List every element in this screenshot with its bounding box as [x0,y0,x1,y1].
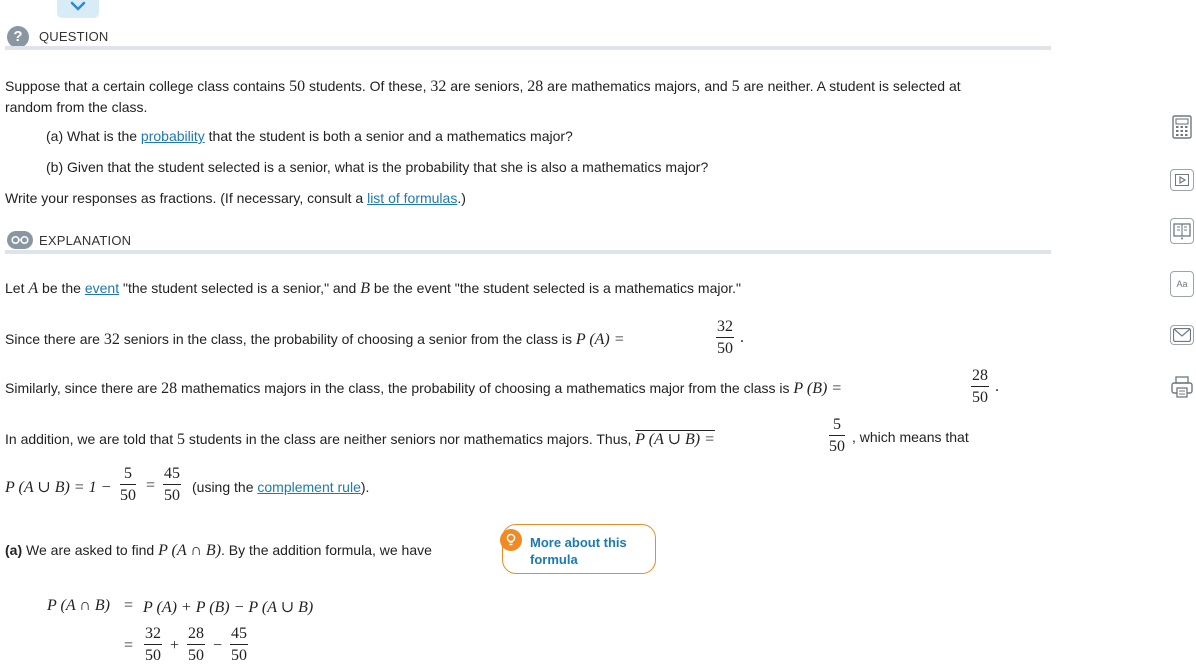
pcomp-numerator: 5 [829,416,845,436]
formula-rhs: P (A) + P (B) − P (A ∪ B) [143,599,314,616]
video-icon [1175,174,1189,186]
explanation-divider [5,250,1051,254]
pa-period: . [740,329,744,346]
line2-f1-numerator: 32 [144,625,162,645]
pcomp-denominator: 50 [829,438,845,455]
calculator-button[interactable] [1170,115,1194,139]
line2-plus: + [170,637,180,654]
line2-fraction-3 [230,625,248,665]
let-definition: Let A be the event "the student selected is a senior," and B be the event "the student selected is a mathematics major." [5,280,741,297]
punion-fraction-1 [120,465,136,505]
punion-f2-denominator: 50 [164,487,180,504]
pb-numerator: 28 [971,367,989,387]
pcomp-fraction [829,416,845,456]
video-button[interactable] [1170,169,1194,191]
punion-f1-denominator: 50 [120,487,136,504]
line2-fraction-1 [144,625,162,665]
textbook-button[interactable] [1170,218,1194,244]
email-button[interactable] [1170,325,1194,345]
similarly-math-text: Similarly, since there are 28 mathematics majors in the class, the probability of choosing a mathematics major from the class is P (B) = [5,380,843,397]
question-intro: Suppose that a certain college class contains 50 students. Of these, 32 are seniors, 28 are mathematics majors, and 5 are neither. A student is selected at random from the class. [5,78,961,115]
line2-equals: = [124,637,134,654]
mail-icon [1173,328,1191,342]
pb-fraction [971,367,989,407]
which-means-text: , which means that [852,429,969,445]
explanation-header: EXPLANATION [39,233,132,248]
print-icon [1170,375,1194,399]
pa-expression: P (A) = [575,331,625,348]
question-instructions: Write your responses as fractions. (If necessary, consult a list of formulas.) [5,190,466,206]
line2-f1-denominator: 50 [145,647,161,664]
line2-fraction-2 [187,625,205,665]
line2-f2-denominator: 50 [188,647,204,664]
pb-denominator: 50 [972,389,988,406]
more-about-label: More about this formula [530,535,627,567]
pb-period: . [995,378,999,395]
more-about-formula-button[interactable] [502,524,656,574]
glossary-icon: Aa [1176,279,1188,289]
line2-minus: − [213,637,223,654]
complement-rule-link[interactable]: complement rule [257,479,361,495]
textbook-icon [1173,222,1191,240]
line2-f2-numerator: 28 [187,625,205,645]
pcomp-expression: P (A ∪ B) = [635,431,715,448]
pa-denominator: 50 [717,340,733,357]
punion-equals: = [146,477,156,494]
question-divider [5,46,1051,50]
list-of-formulas-link[interactable]: list of formulas [367,190,458,206]
event-link[interactable]: event [84,280,120,296]
glossary-button[interactable] [1170,271,1194,297]
pa-fraction [716,318,734,358]
punion-f2-numerator: 45 [163,465,181,485]
part-a-explanation: (a) We are asked to find P (A ∩ B). By the addition formula, we have [5,542,432,559]
question-part-a: (a) What is the probability that the student is both a senior and a mathematics major? [46,128,573,144]
since-seniors-text: Since there are 32 seniors in the class, the probability of choosing a senior from the class is P (A) = [5,331,625,348]
neither-text: In addition, we are told that 5 students in the class are neither seniors nor mathematics majors. Thus, P (A ∪ B) = [5,431,715,448]
probability-link[interactable]: probability [140,128,205,144]
punion-expression: P (A ∪ B) = 1 − [5,479,112,496]
formula-equals: = [124,597,134,614]
print-button[interactable] [1170,374,1194,400]
chevron-down-icon [70,1,86,11]
collapse-chevron-button[interactable] [57,0,99,18]
formula-lhs: P (A ∩ B) [47,597,110,614]
lightbulb-icon [500,529,522,551]
line2-f3-denominator: 50 [231,647,247,664]
question-header: QUESTION [39,29,109,44]
question-part-b: (b) Given that the student selected is a senior, what is the probability that she is also a mathematics major? [46,159,709,175]
punion-f1-numerator: 5 [120,465,136,485]
glasses-icon [7,231,33,249]
calculator-icon [1171,115,1193,139]
line2-f3-numerator: 45 [230,625,248,645]
pb-expression: P (B) = [793,380,843,397]
help-icon[interactable]: ? [7,26,29,48]
using-complement-text: (using the complement rule). [192,479,370,495]
punion-fraction-2 [163,465,181,505]
pa-numerator: 32 [716,318,734,338]
